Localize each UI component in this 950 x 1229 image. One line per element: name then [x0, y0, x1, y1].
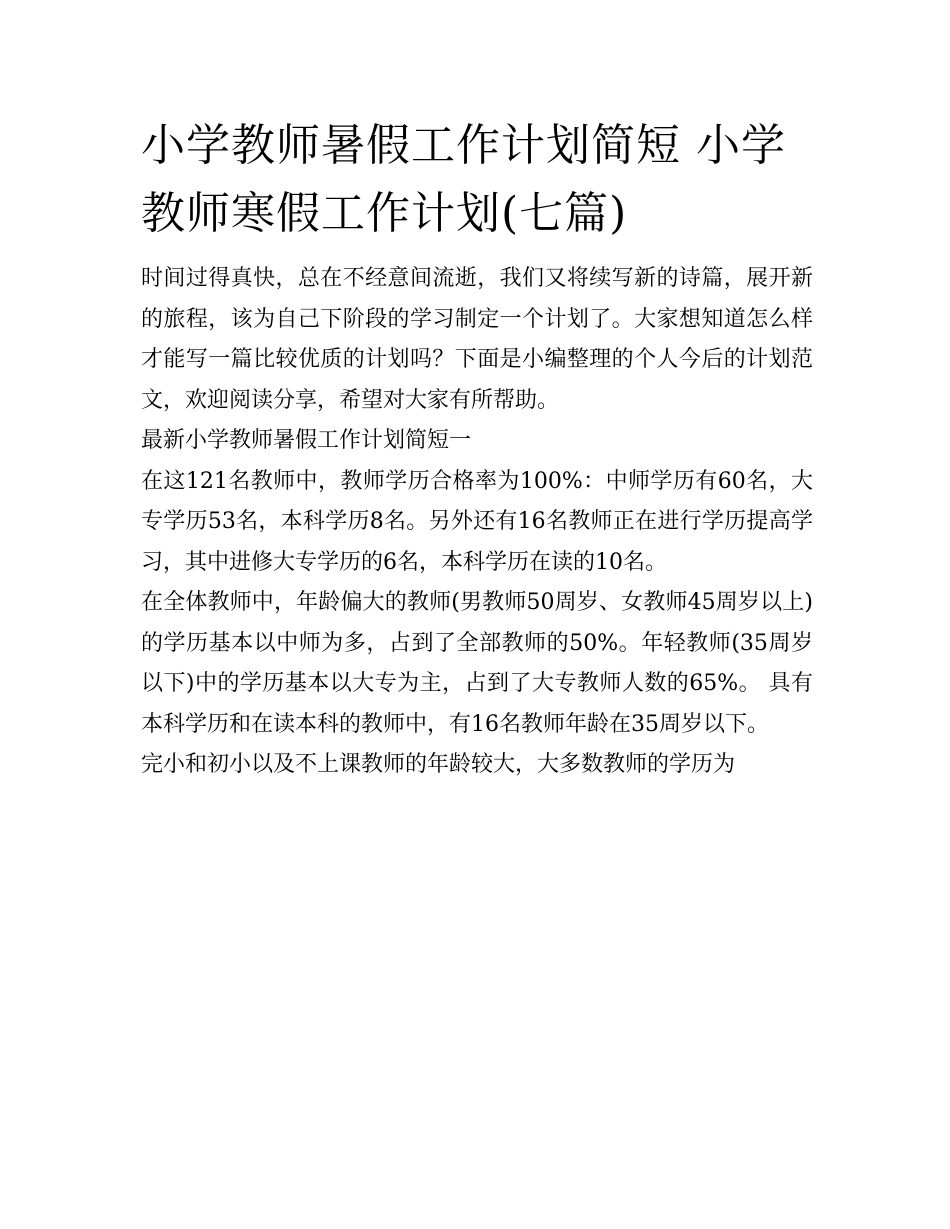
- document-title: 小学教师暑假工作计划简短 小学教师寒假工作计划(七篇): [141, 120, 786, 239]
- paragraph-intro: 时间过得真快，总在不经意间流逝，我们又将续写新的诗篇，展开新的旅程，该为自己下阶段的学习制定一个计划了。大家想知道怎么样才能写一篇比较优质的计划吗？下面是小编整理的个人今后的计划范文，欢迎阅读分享，希望对大家有所帮助。: [141, 266, 813, 413]
- document-body: [141, 112, 813, 786]
- paragraph-qualifications: 在这121名教师中，教师学历合格率为100%：中师学历有60名，大专学历53名，本科学历8名。另外还有16名教师正在进行学历提高学习，其中进修大专学历的6名，本科学历在读的10名。: [141, 468, 813, 575]
- section-heading: 最新小学教师暑假工作计划简短一: [141, 428, 472, 453]
- paragraph-age-distribution: 在全体教师中，年龄偏大的教师(男教师50周岁、女教师45周岁以上)的学历基本以中师为多，占到了全部教师的50%。年轻教师(35周岁以下)中的学历基本以大专为主，占到了大专教师人数的65%。 具有本科学历和在读本科的教师中，有16名教师年龄在35周岁以下。: [141, 590, 813, 737]
- paragraph-continued: 完小和初小以及不上课教师的年龄较大，大多数教师的学历为: [141, 752, 736, 777]
